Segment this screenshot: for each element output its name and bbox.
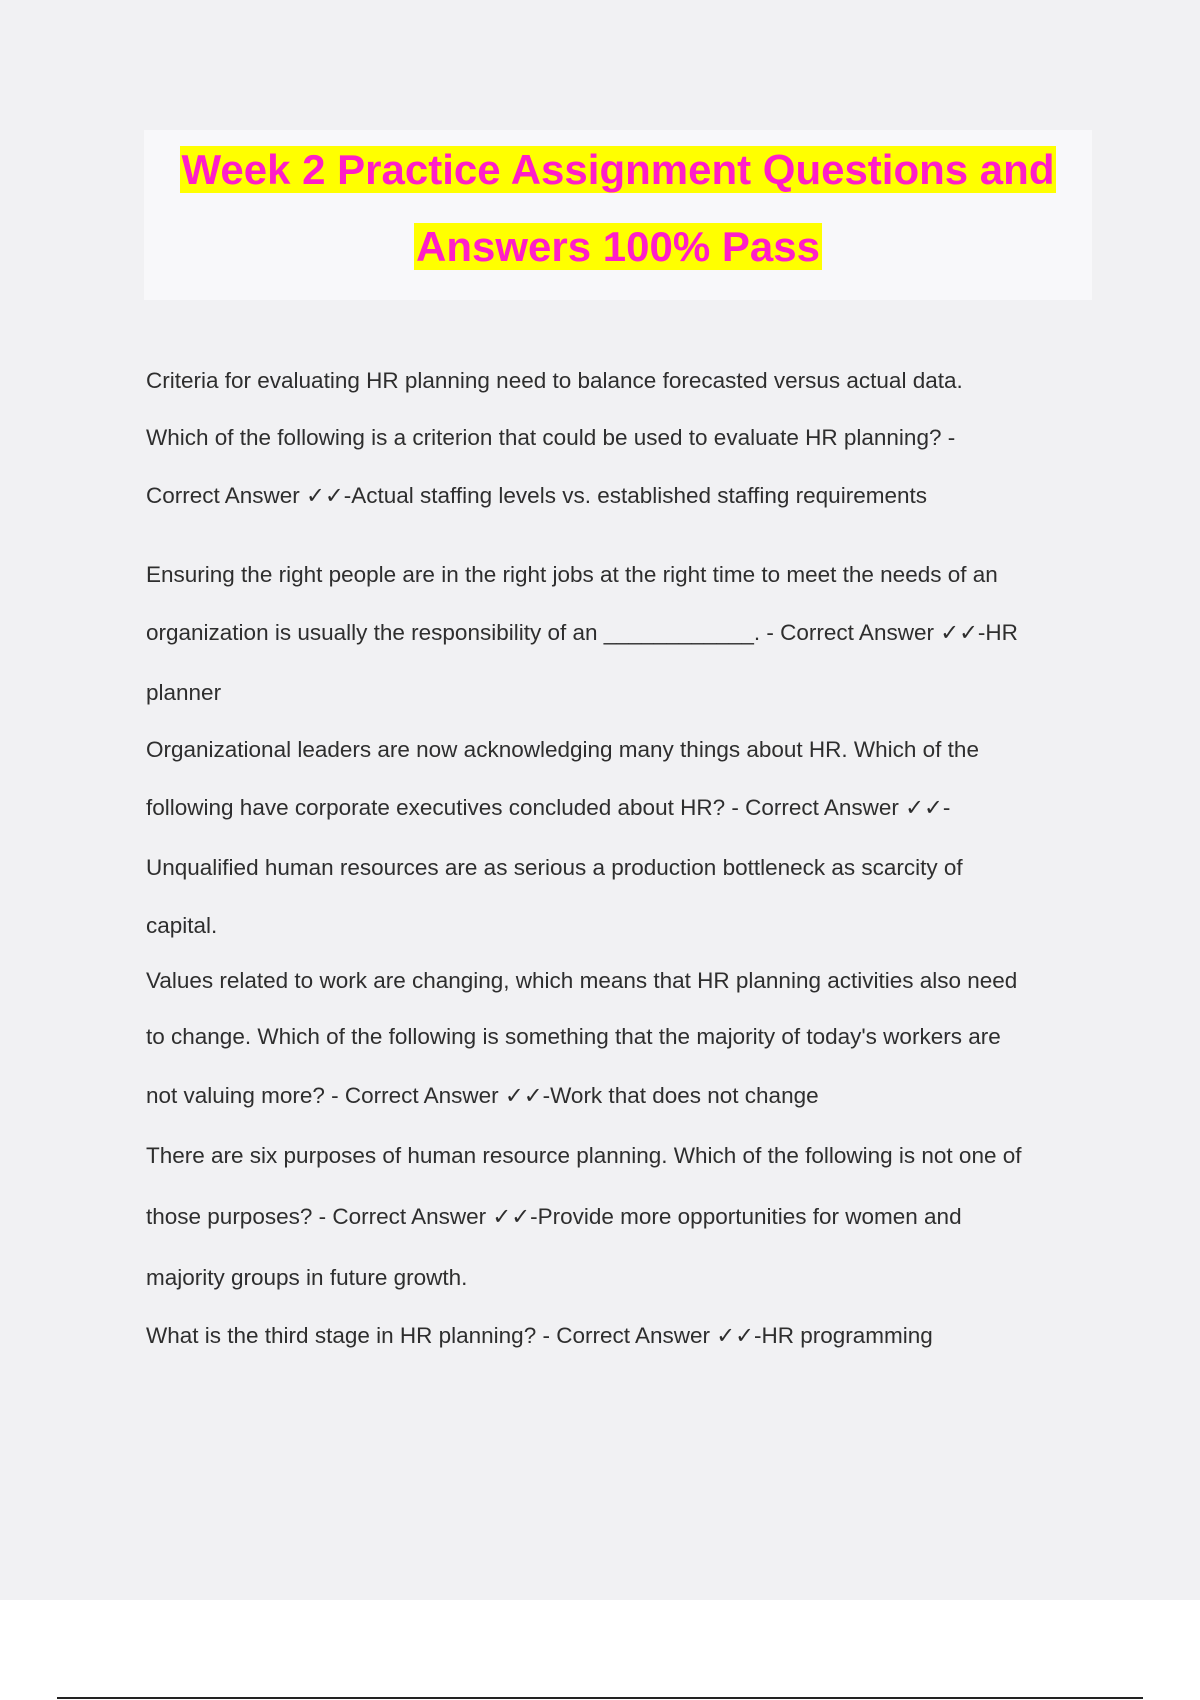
qa-line: What is the third stage in HR planning? - Correct Answer ✓✓-HR programming: [146, 1323, 933, 1348]
qa-line: those purposes? - Correct Answer ✓✓-Provide more opportunities for women and: [146, 1204, 962, 1229]
qa-line: Unqualified human resources are as serious a production bottleneck as scarcity of: [146, 855, 963, 880]
qa-line: following have corporate executives concluded about HR? - Correct Answer ✓✓-: [146, 795, 951, 820]
page-bottom-divider: [57, 1697, 1143, 1699]
qa-line: planner: [146, 680, 222, 705]
qa-line: organization is usually the responsibility of an ____________. - Correct Answer ✓✓-HR: [146, 620, 1018, 645]
qa-line: Which of the following is a criterion that could be used to evaluate HR planning? -: [146, 425, 956, 450]
title-highlight-2: Answers 100% Pass: [416, 223, 820, 270]
qa-line: capital.: [146, 913, 218, 938]
qa-line: Organizational leaders are now acknowledging many things about HR. Which of the: [146, 737, 979, 762]
document-title-line-1: [144, 144, 1092, 196]
qa-line: to change. Which of the following is something that the majority of today's workers are: [146, 1024, 1001, 1049]
qa-line: Ensuring the right people are in the right jobs at the right time to meet the needs of an: [146, 562, 998, 587]
title-highlight-1: Week 2 Practice Assignment Questions and: [181, 146, 1055, 193]
qa-line: Values related to work are changing, which means that HR planning activities also need: [146, 968, 1018, 993]
document-title-line-2: [144, 221, 1092, 273]
qa-line: Correct Answer ✓✓-Actual staffing levels vs. established staffing requirements: [146, 483, 927, 508]
qa-line: not valuing more? - Correct Answer ✓✓-Work that does not change: [146, 1083, 819, 1108]
qa-line: Criteria for evaluating HR planning need to balance forecasted versus actual data.: [146, 368, 963, 393]
qa-line: majority groups in future growth.: [146, 1265, 468, 1290]
title-block: [144, 130, 1092, 300]
qa-line: There are six purposes of human resource planning. Which of the following is not one of: [146, 1143, 1022, 1168]
